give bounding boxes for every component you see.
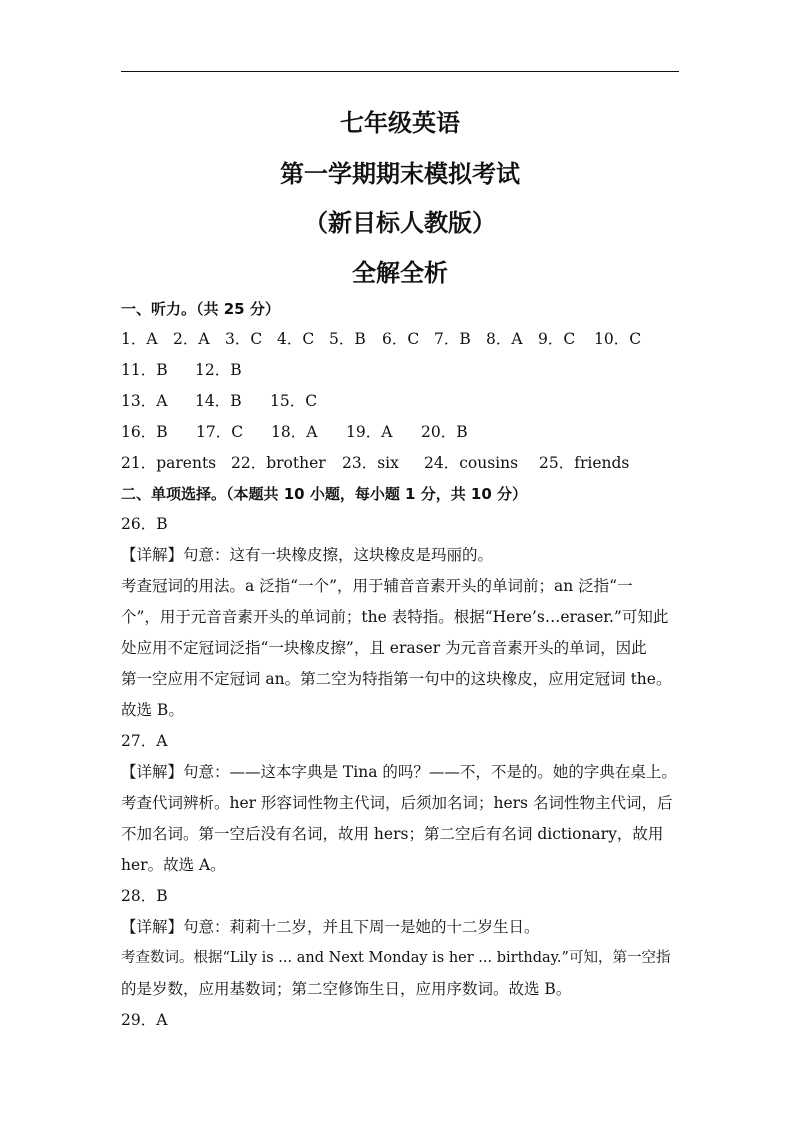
explanation-line: 故选 B。 (121, 701, 184, 719)
answer-row-3 (121, 390, 317, 412)
answer-item: 4．C (277, 330, 315, 348)
answer-item: 12．B (195, 361, 242, 379)
question-answer-26: 26．B (121, 515, 168, 533)
answer-row-2 (121, 359, 242, 381)
explanation-line: 的是岁数，应用基数词；第二空修饰生日，应用序数词。故选 B。 (121, 980, 572, 998)
answer-item: 22．brother (231, 454, 326, 472)
explanation-line: 处应用不定冠词泛指“一块橡皮擦”，且 eraser 为元音音素开头的单词，因此 (121, 639, 647, 657)
explanation-line: 考查数词。根据“Lily is ... and Next Monday is her ... birthday.”可知，第一空指 (121, 950, 671, 966)
answer-item: 19．A (346, 423, 393, 441)
header-rule (121, 71, 679, 72)
answer-item: 18．A (271, 423, 318, 441)
explanation-line: 考查冠词的用法。a 泛指“一个”，用于辅音音素开头的单词前；an 泛指“一 (121, 577, 633, 595)
section-heading-choice: 二、单项选择。（本题共 10 小题，每小题 1 分，共 10 分） (121, 485, 528, 503)
answer-item: 25．friends (539, 454, 630, 472)
answer-item: 15．C (270, 392, 318, 410)
answer-item: 2．A (173, 330, 210, 348)
answer-item: 10．C (594, 330, 642, 348)
answer-item: 3．C (225, 330, 263, 348)
page-title-grade: 七年级英语 (340, 109, 460, 137)
answer-row-4 (121, 421, 468, 443)
explanation-line: 【详解】句意：——这本字典是 Tina 的吗？——不，不是的。她的字典在桌上。 (121, 763, 677, 781)
page-title-exam: 第一学期期末模拟考试 (280, 160, 520, 188)
question-answer-29: 29．A (121, 1011, 168, 1029)
answer-item: 8．A (486, 330, 523, 348)
answer-item: 14．B (195, 392, 242, 410)
explanation-line: 【详解】句意：这有一块橡皮擦，这块橡皮是玛丽的。 (121, 546, 494, 564)
page-title-edition: （新目标人教版） (304, 209, 496, 237)
answer-item: 17．C (196, 423, 244, 441)
answer-item: 16．B (121, 423, 168, 441)
answer-row-1 (121, 328, 641, 350)
question-answer-28: 28．B (121, 887, 168, 905)
answer-item: 21．parents (121, 454, 217, 472)
section-heading-listening: 一、听力。（共 25 分） (121, 300, 280, 318)
answer-item: 9．C (538, 330, 576, 348)
answer-row-5 (121, 452, 629, 474)
answer-item: 7．B (434, 330, 471, 348)
explanation-line: 考查代词辨析。her 形容词性物主代词，后须加名词；hers 名词性物主代词，后 (121, 794, 673, 812)
answer-item: 23．six (342, 454, 399, 472)
explanation-line: 第一空应用不定冠词 an。第二空为特指第一句中的这块橡皮，应用定冠词 the。 (121, 670, 672, 688)
explanation-line: her。故选 A。 (121, 856, 226, 874)
answer-item: 11．B (121, 361, 168, 379)
answer-item: 20．B (421, 423, 468, 441)
explanation-line: 【详解】句意：莉莉十二岁，并且下周一是她的十二岁生日。 (121, 918, 540, 936)
question-answer-27: 27．A (121, 732, 168, 750)
answer-item: 6．C (382, 330, 420, 348)
answer-item: 24．cousins (424, 454, 519, 472)
answer-item: 13．A (121, 392, 168, 410)
page-title-analysis: 全解全析 (352, 259, 448, 287)
answer-item: 1．A (121, 330, 158, 348)
explanation-line: 不加名词。第一空后没有名词，故用 hers；第二空后有名词 dictionary，故用 (121, 825, 664, 843)
answer-item: 5．B (329, 330, 366, 348)
explanation-line: 个”，用于元音音素开头的单词前；the 表特指。根据“Here’s…eraser.”可知此 (121, 608, 669, 626)
